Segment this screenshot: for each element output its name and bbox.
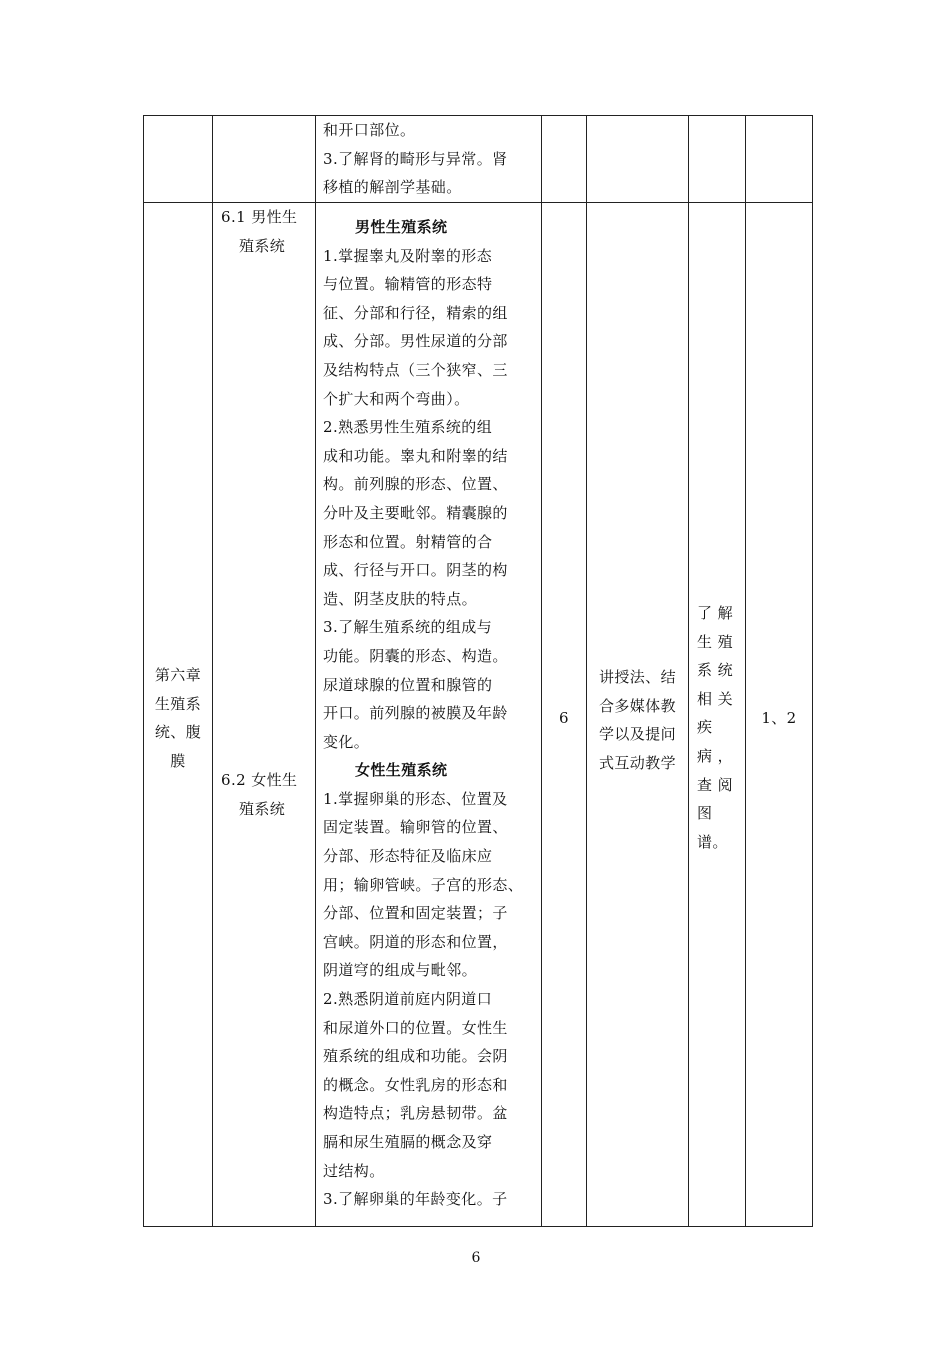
section-line: 6.1 男性生 — [221, 208, 298, 226]
content-line: 2.熟悉阴道前庭内阴道口 — [323, 990, 493, 1009]
row1-content-cell — [323, 116, 508, 202]
content-line: 3.了解生殖系统的组成与 — [323, 618, 493, 637]
page-number: 6 — [471, 1250, 481, 1266]
content-line: 个扩大和两个弯曲）。 — [323, 389, 470, 408]
col-divider — [541, 115, 542, 1227]
section-line: 殖系统 — [239, 236, 286, 255]
content-line: 形态和位置。射精管的合 — [323, 532, 493, 551]
objectives-cell: 1、2 — [761, 709, 797, 727]
homework-line: 图 — [697, 804, 713, 823]
chapter-cell — [144, 661, 212, 775]
content-line: 成、分部。男性尿道的分部 — [323, 332, 508, 351]
content-line: 2.熟悉男性生殖系统的组 — [323, 418, 493, 437]
homework-line: 系 统 — [697, 661, 733, 680]
content-line: 1.掌握睾丸及附睾的形态 — [323, 246, 493, 265]
table-bottom-border — [143, 1226, 813, 1227]
content-line: 阴道穹的组成与毗邻。 — [323, 961, 478, 980]
homework-line: 谱。 — [697, 832, 728, 851]
row2-content-cell — [323, 213, 523, 1214]
content-line: 固定装置。输卵管的位置、 — [323, 818, 508, 837]
col-divider — [315, 115, 316, 1227]
chapter-line: 生殖系 — [154, 694, 202, 713]
content-line: 构造特点；乳房悬韧带。盆 — [323, 1104, 508, 1123]
chapter-line: 膜 — [170, 751, 186, 770]
curriculum-table — [143, 115, 813, 1227]
content-line: 变化。 — [323, 732, 370, 751]
content-line: 1.掌握卵巢的形态、位置及 — [323, 789, 508, 808]
content-line: 和开口部位。 — [323, 121, 416, 139]
content-line: 移植的解剖学基础。 — [323, 178, 462, 197]
content-line: 宫峡。阴道的形态和位置， — [323, 932, 508, 951]
homework-cell — [697, 599, 733, 856]
content-line: 开口。前列腺的被膜及年龄 — [323, 704, 508, 723]
col-divider — [212, 115, 213, 1227]
content-line: 殖系统的组成和功能。会阴 — [323, 1047, 508, 1066]
content-line: 分部、位置和固定装置；子 — [323, 904, 508, 923]
homework-line: 病 ， — [697, 746, 733, 765]
female-heading: 女性生殖系统 — [355, 761, 448, 780]
chapter-line: 第六章 — [154, 666, 202, 684]
section-male-cell — [221, 203, 297, 260]
method-cell — [587, 663, 688, 777]
content-line: 的概念。女性乳房的形态和 — [323, 1075, 508, 1094]
method-line: 合多媒体教 — [598, 696, 676, 715]
homework-line: 疾 — [697, 718, 713, 737]
method-line: 学以及提问 — [598, 725, 676, 744]
section-line: 殖系统 — [239, 799, 286, 818]
section-female-cell — [221, 766, 297, 823]
content-line: 成和功能。睾丸和附睾的结 — [323, 446, 508, 465]
content-line: 构。前列腺的形态、位置、 — [323, 475, 508, 494]
col-divider — [812, 115, 813, 1227]
content-line: 3.了解卵巢的年龄变化。子 — [323, 1190, 508, 1209]
male-heading: 男性生殖系统 — [355, 218, 448, 236]
homework-line: 生 殖 — [697, 632, 733, 651]
content-line: 用；输卵管峡。子宫的形态、 — [323, 875, 524, 894]
method-line: 式互动教学 — [598, 753, 676, 772]
homework-line: 相 关 — [697, 689, 733, 708]
content-line: 造、阴茎皮肤的特点。 — [323, 589, 478, 608]
section-line: 6.2 女性生 — [221, 771, 298, 789]
chapter-line: 统、腹 — [154, 723, 202, 742]
homework-line: 查 阅 — [697, 775, 733, 794]
content-line: 功能。阴囊的形态、构造。 — [323, 646, 508, 665]
content-line: 征、分部和行径，精索的组 — [323, 303, 508, 322]
content-line: 分叶及主要毗邻。精囊腺的 — [323, 503, 508, 522]
col-divider — [745, 115, 746, 1227]
content-line: 分部、形态特征及临床应 — [323, 847, 493, 866]
homework-line: 了 解 — [697, 604, 733, 622]
hours-cell: 6 — [559, 709, 569, 727]
col-divider — [688, 115, 689, 1227]
content-line: 及结构特点（三个狭窄、三 — [323, 360, 508, 379]
content-line: 3.了解肾的畸形与异常。肾 — [323, 149, 508, 168]
content-line: 膈和尿生殖膈的概念及穿 — [323, 1133, 493, 1151]
content-line: 和尿道外口的位置。女性生 — [323, 1018, 508, 1037]
content-line: 尿道球腺的位置和腺管的 — [323, 675, 493, 694]
content-line: 过结构。 — [323, 1161, 385, 1180]
content-line: 与位置。输精管的形态特 — [323, 275, 493, 294]
content-line: 成、行径与开口。阴茎的构 — [323, 561, 508, 580]
method-line: 讲授法、结 — [598, 668, 676, 686]
